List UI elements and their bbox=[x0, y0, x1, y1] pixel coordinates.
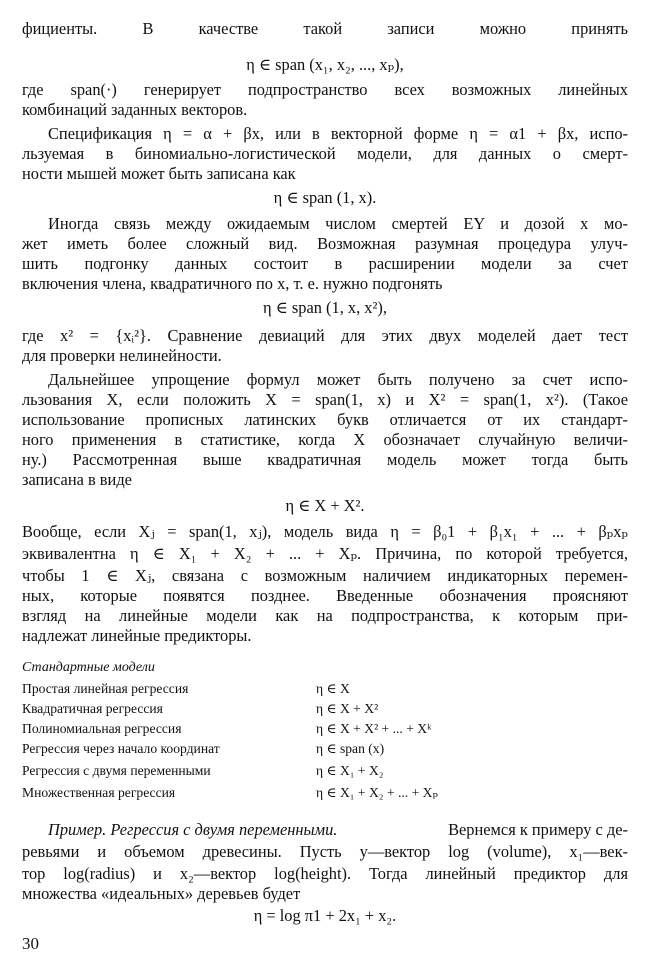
text-line: надлежат линейные предикторы. bbox=[22, 626, 252, 645]
model-formula: η ∈ X₁ + X₂ + ... + Xₚ bbox=[316, 785, 438, 800]
text-line: тор log(radius) и x₂—вектор log(height). Тогда линейный предиктор для bbox=[22, 864, 628, 883]
example-first-line bbox=[48, 820, 628, 840]
model-name: Простая линейная регрессия bbox=[22, 681, 189, 696]
model-name: Регрессия с двумя переменными bbox=[22, 763, 211, 778]
model-name: Множественная регрессия bbox=[22, 785, 176, 800]
text-line: использование прописных латинских букв отличается от их стандарт- bbox=[22, 410, 628, 429]
model-formula: η ∈ X + X² + ... + Xᵏ bbox=[316, 721, 432, 736]
text-line: чтобы 1 ∈ Xⱼ, связана с возможным наличием индикаторных перемен- bbox=[22, 566, 628, 585]
example-text: Вернемся к примеру с де- bbox=[448, 820, 628, 839]
formula-span-x: η ∈ span (x₁, x₂, ..., xₚ), bbox=[246, 55, 404, 74]
formula-span-1-x: η ∈ span (1, x). bbox=[273, 188, 377, 207]
model-name: Регрессия через начало координат bbox=[22, 741, 220, 756]
example-heading: Пример. Регрессия с двумя переменными. bbox=[48, 820, 338, 839]
model-formula: η ∈ X + X² bbox=[316, 701, 379, 716]
text-line: где x² = {xᵢ²}. Сравнение девиаций для этих двух моделей дает тест bbox=[22, 326, 628, 345]
text-line: льзования X, если положить X = span(1, x) и X² = span(1, x²). (Такое bbox=[22, 390, 628, 409]
formula-span-quadratic: η ∈ span (1, x, x²), bbox=[263, 298, 387, 317]
text-line: фициенты. В качестве такой записи можно принять bbox=[22, 19, 628, 38]
text-line: множества «идеальных» деревьев будет bbox=[22, 884, 301, 903]
text-line: ну.) Рассмотренная выше квадратичная модель может тогда быть bbox=[22, 450, 628, 469]
text-line: включения члена, квадратичного по x, т. е. нужно подгонять bbox=[22, 274, 443, 293]
model-name: Полиномиальная регрессия bbox=[22, 721, 182, 736]
text-line: Иногда связь между ожидаемым числом смертей EY и дозой x мо- bbox=[48, 214, 628, 233]
text-line: ных, которые появятся позднее. Введенные обозначения проясняют bbox=[22, 586, 628, 605]
model-formula: η ∈ X₁ + X₂ bbox=[316, 763, 384, 778]
text-line: где span(·) генерирует подпространство всех возможных линейных bbox=[22, 80, 628, 99]
model-name: Квадратичная регрессия bbox=[22, 701, 163, 716]
formula-ideal-trees: η = log π1 + 2x₁ + x₂. bbox=[253, 906, 397, 925]
text-line: для проверки нелинейности. bbox=[22, 346, 222, 365]
text-line: жет иметь более сложный вид. Возможная разумная процедура улуч- bbox=[22, 234, 628, 253]
text-line: шить подгонку данных состоит в расширении модели за счет bbox=[22, 254, 628, 273]
text-line: записана в виде bbox=[22, 470, 132, 489]
page-number: 30 bbox=[22, 934, 39, 953]
text-line: эквивалентна η ∈ X₁ + X₂ + ... + Xₚ. Причина, по которой требуется, bbox=[22, 544, 628, 563]
text-line: льзуемая в биномиально-логистической модели, для данных о смерт- bbox=[22, 144, 628, 163]
formula-x-plus-x2: η ∈ X + X². bbox=[285, 496, 365, 515]
table-caption: Стандартные модели bbox=[22, 660, 155, 675]
model-formula: η ∈ span (x) bbox=[316, 741, 385, 756]
model-formula: η ∈ X bbox=[316, 681, 350, 696]
text-line: ного применения в статистике, когда X обозначает случайную величи- bbox=[22, 430, 628, 449]
text-line: ревьями и объемом древесины. Пусть y—вектор log (volume), x₁—век- bbox=[22, 842, 628, 861]
text-line: Спецификация η = α + βx, или в векторной форме η = α1 + βx, испо- bbox=[48, 124, 628, 143]
text-line: комбинаций заданных векторов. bbox=[22, 100, 248, 119]
text-line: взгляд на линейные модели как на подпространства, к которым при- bbox=[22, 606, 628, 625]
text-line: ности мышей может быть записана как bbox=[22, 164, 296, 183]
text-line: Вообще, если Xⱼ = span(1, xⱼ), модель вида η = β₀1 + β₁x₁ + ... + βₚxₚ bbox=[22, 522, 628, 541]
text-line: Дальнейшее упрощение формул может быть получено за счет испо- bbox=[48, 370, 628, 389]
